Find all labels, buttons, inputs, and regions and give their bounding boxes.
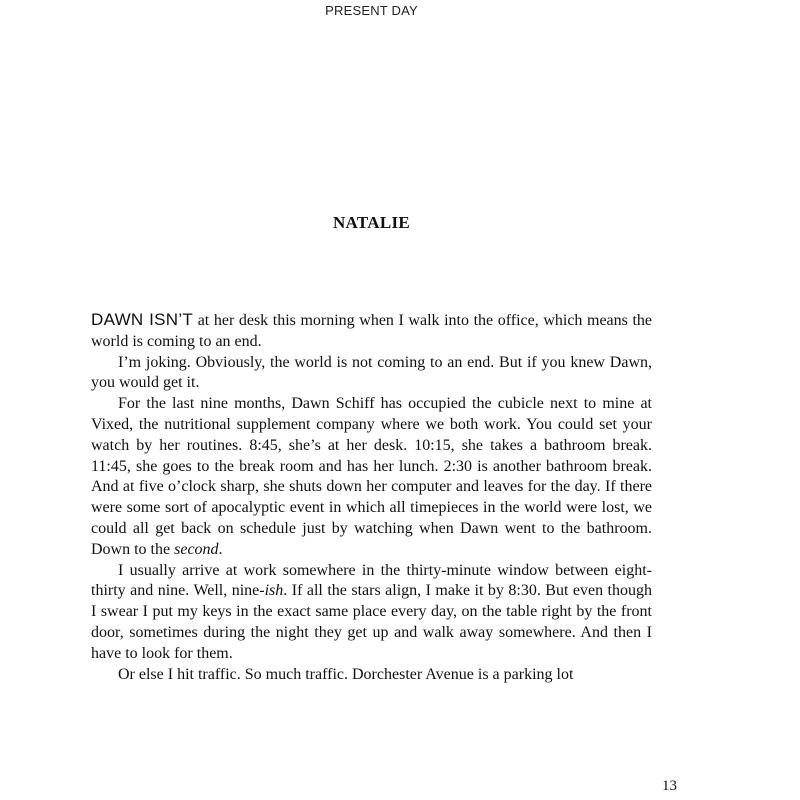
paragraph-3-end: .: [218, 540, 223, 558]
paragraph-3: [91, 394, 652, 560]
paragraph-4: [91, 561, 652, 665]
chapter-title: NATALIE: [332, 213, 411, 232]
paragraph-1: [91, 310, 652, 353]
body-text: [91, 310, 652, 685]
paragraph-5: Or else I hit traffic. So much traffic. Dorchester Avenue is a parking lot: [118, 665, 574, 683]
paragraph-1-text: at her desk this morning when I walk into the office, which means the world is coming to an end.: [91, 312, 653, 350]
paragraph-4-text: I usually arrive at work somewhere in the thirty-minute window between eight-thirty and nine. Well, nine-: [91, 561, 652, 600]
running-header: PRESENT DAY: [325, 3, 418, 18]
paragraph-4-end: . If all the stars align, I make it by 8:30. But even though I swear I put my keys in the exact same place every day, on the table right by the front door, sometimes during the night they get up and walk away somewhere. And then I have to look for them.: [91, 582, 653, 662]
paragraph-2: I’m joking. Obviously, the world is not coming to an end. But if you knew Dawn, you would get it.: [91, 353, 652, 392]
paragraph-3-emphasis: second: [174, 540, 219, 558]
page-number: 13: [662, 778, 677, 794]
paragraph-3-text: For the last nine months, Dawn Schiff has occupied the cubicle next to mine at Vixed, the nutritional supplement company where we both work. You could set your watch by her routines. 8:45, she’s at her desk. 10:15, she takes a bathroom break. 11:45, she goes to the break room and has her lunch. 2:30 is another bathroom break. And at five o’clock sharp, she shuts down her computer and leaves for the day. If there were some sort of apocalyptic event in which all timepieces in the world were lost, we could all get back on schedule just by watching when Dawn went to the bathroom. Down to the: [91, 395, 652, 558]
paragraph-4-emphasis: ish: [264, 582, 284, 600]
lead-in-caps: DAWN ISN’T: [91, 310, 194, 329]
